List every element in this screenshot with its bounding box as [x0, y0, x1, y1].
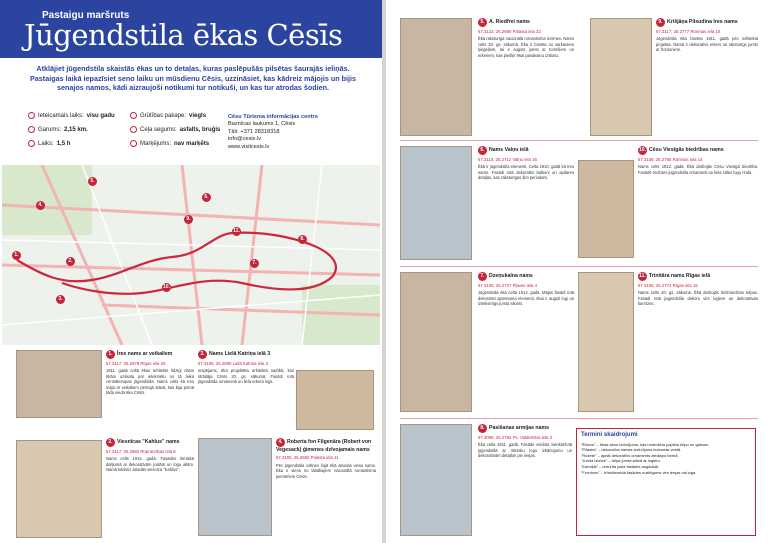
card-3: 3. Nams Lielā Katriņa ielā 3 57.3108, 25.2690 Lielā Katriņa iela 3 Iespējams, ēka projektēta arhitekta vadībā, kas strādāja Cēsīs 20. gs. sākumā. Fasādi rotā jūgendstila ornamenti un liela erkera logs. [198, 351, 294, 385]
map-svg [2, 165, 380, 345]
map-marker-3[interactable]: 3. [56, 295, 67, 304]
card-10: 10. Cēsu Viesīgās biedrības nams 57.3108, 25.2765 Rūnmas iela 14 Nams celts 1912. gadā. Ēkā darbojās Cēsu Viesīgā biedrība. Fasādē redzami jūgendstila ornamenti un liela zāles logu rinda. [638, 147, 758, 175]
term-item: "Pilastrs" – dekoratīvs sienas izvirzījums kolonnas veidā. [581, 447, 682, 453]
photo-building-11 [578, 272, 634, 412]
contact-phone: Tālr. +371 28318318 [228, 128, 280, 135]
card-8: 8. Pasišanas armijas nams 57.3096, 25.2782 Ps. Valdemāra iela 3 Ēka celta 1911. gadā. Fasāde veidota vienkāršotā jūgendstilā ar ritmisku logu izkārtojumu un dekoratīvām detaļām pie ieejas. [478, 425, 572, 459]
map-marker-9[interactable]: 9. [184, 215, 195, 224]
photo-building-2 [16, 440, 102, 538]
contact-email[interactable]: info@cesis.lv [228, 136, 262, 143]
term-item: "Frontons" – trīsstūrveida fasādes noslēgums virs ieejas vai loga. [581, 469, 697, 475]
terms-title: Termini skaidrojumi [581, 432, 638, 438]
card-4: 4. Roberta fon Filgenāra (Robert von Vegesack) ģimenes dzīvojamais nams 57.3105, 25.2692 Palasta iela 11 Pēc jūgendstila celtnes šajā ēkā atrodas viesu nams. Ēka ir viens no labākajiem nacionālā romantisma piemēriem Cēsīs. [276, 439, 376, 479]
photo-building-9 [590, 18, 652, 136]
fact-time: Laiks: 1,5 h [28, 140, 70, 147]
route-map[interactable] [2, 165, 380, 345]
card-6: 6. Nams Valņu ielā 57.3110, 25.2712 Valņu iela 16 Ēkā ir jūgendstila elementi. Celta 1910. gadā kā īres nams. Fasādi rotā dekoratīvi balkoni un apdares detaļas, kas raksturīgas šim periodam. [478, 147, 574, 181]
contact-org: Cēsu Tūrisma informācijas centrs [228, 114, 318, 120]
marker-icon [130, 140, 137, 147]
map-marker-4[interactable]: 4. [36, 201, 47, 210]
fact-season: Ieteicamais laiks: visu gadu [28, 112, 115, 119]
photo-building-8 [400, 424, 472, 536]
road-icon [130, 126, 137, 133]
clock-icon [28, 140, 35, 147]
fact-surface: Ceļa segums: asfalts, bruģis [130, 126, 220, 133]
map-marker-1[interactable]: 1. [12, 251, 23, 260]
difficulty-icon [130, 112, 137, 119]
terms-glossary [576, 428, 756, 536]
card-1: 1. Īres nams ar veikaliem 57.3117, 25.2679 Rīgas iela 20 1911. gadā celtā ēkas arhitekts līdzīgi citām ēkām uzskata par ietekmētu no tā laika centrāleiropas jūgendstila. Nams celts kā īres māja ar veikaliem pirmajā stāvā, kas bija pirmā tāda veida ēka Cēsīs. [106, 351, 194, 396]
map-marker-6[interactable]: 6. [202, 193, 213, 202]
distance-icon [28, 126, 35, 133]
photo-building-1 [16, 350, 102, 418]
term-item: "Rozete" – apaļš dekoratīvs ornaments ziedlapu formā. [581, 452, 679, 458]
contact-web[interactable]: www.visitcesis.lv [228, 143, 270, 150]
map-marker-10[interactable]: 10. [163, 284, 170, 290]
photo-building-6 [400, 146, 472, 260]
map-marker-7[interactable]: 7. [250, 259, 261, 268]
photo-building-5 [400, 18, 472, 136]
card-9: 9. Krišjāņa Pilsudina īres nams 57.3117, 25.2777 Rūnmas iela 10 Jūgendstila ēka būvēta 1911. gadā pēc arhitekta projekta. Namā ir dekoratīvs erkers un raksturīgs jumts ar frontoniem. [656, 19, 758, 53]
card-5: 5. A. Riedfrei nams 57.3122, 25.2680 Palasta iela 32 Ēkā raksturīga nacionālā romantisma iezīmes. Nams celts 20. gs. sākumā. Ēka ir būvēta no sarkaniem ķieģeļiem, tai ir augsts jumts ar tornīšiem un erkeriem, kas piešķir ēkai pasakainu izskatu. [478, 19, 574, 58]
card-2: 2. Viesnīcas "Kahlus" nams 57.3117, 25.2682 Rūpniecības iela 8 Nams celts 1912. gadā. Fasādes ritmiskā dalījumā ar dekoratīvām joslām un logu ailām. Namā kādreiz atradās viesnīca "Kahlus". [106, 439, 194, 473]
map-marker-8[interactable]: 8. [298, 235, 309, 244]
term-item: "Jumta izbūve" – telpa jumta stāvā ar logiem. [581, 458, 661, 464]
photo-building-4 [198, 438, 272, 536]
term-item: "Karniķis" – izvirzīta josla fasādes augšdaļā. [581, 463, 659, 469]
contact-address: Baznīcas laukums 1, Cēsis [228, 121, 296, 128]
contact-block [228, 114, 318, 151]
divider [400, 418, 758, 419]
intro-text: Atklājiet jūgendstila skaistās ēkas un to detaļas, kuras paslēpušās pilsētas šaurajās ieliņās. Pastaigas laikā iepazīsiet seno laiku un mūsdienu Cēsis, uzzināsiet, kas kādreiz mājojis un bijis senajos namos, kādi aizraujoši notikumi tur notikuši, un kas tur atrodas šodien. [30, 64, 356, 92]
map-marker-11[interactable]: 11. [233, 228, 240, 234]
header-banner [0, 0, 382, 58]
fact-difficulty: Grūtības pakape: viegls [130, 112, 206, 119]
card-7: 7. Dzeņukalna nams 57.3105, 25.2727 Pļavas iela 4 Jūgendstila ēka celta 1912. gadā. Mājas fasādi rotā dekoratīvi apmetuma elementi, ēkai ir augsti logi un izteiksmīgs jumta siluets. [478, 273, 574, 307]
photo-building-10 [578, 160, 634, 258]
calendar-icon [28, 112, 35, 119]
map-marker-5[interactable]: 5. [88, 177, 99, 186]
photo-building-7 [400, 272, 472, 412]
header-title: Jūgendstila ēkas Cēsīs [24, 18, 343, 52]
term-item: "Ērkers" – ēkas sānu izvirzījums, kas nodrošina papildu telpu un gaismu. [581, 441, 710, 447]
photo-building-3 [296, 370, 374, 430]
header-subtitle: Pastaigu maršruts [42, 10, 130, 21]
fact-marking: Marķējums: nav marķēts [130, 140, 209, 147]
page-fold [382, 0, 386, 543]
map-marker-2[interactable]: 2. [66, 257, 77, 266]
card-11: 11. Trinitāra nams Rīgas ielā 57.3106, 25.2774 Rīgas iela 15 Nams celts 20. gs. sākumā. Ēkā darbojās tirdzniecības telpas. Fasādi rotā jūgendstila dekors virs logiem un dekoratīvas karnīzes. [638, 273, 758, 307]
fact-length: Garums: 2,15 km. [28, 126, 88, 133]
divider [400, 266, 758, 267]
divider [400, 140, 758, 141]
